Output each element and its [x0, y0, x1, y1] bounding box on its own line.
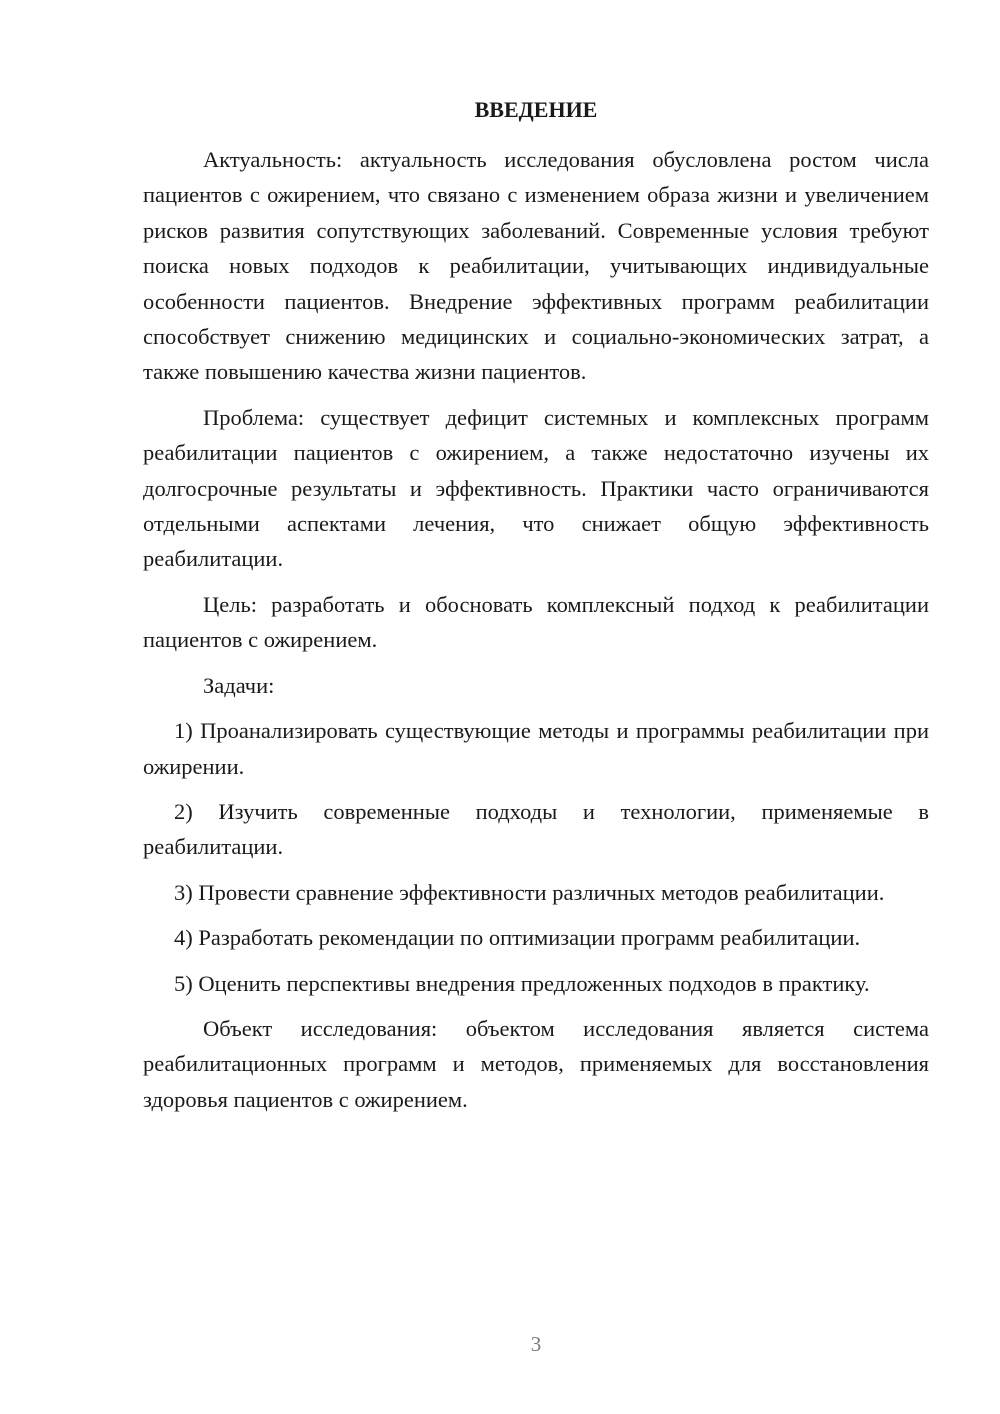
page-title: ВВЕДЕНИЕ [474, 97, 598, 122]
problem-paragraph: Проблема: существует дефицит системных и комплексных программ реабилитации пациентов с ожирением, а также недостаточно изучены их долгосрочные результаты и эффективность. Практики часто ограничиваются отдельными аспектами лечения, что снижает общую эффективность реабилитации. [143, 404, 929, 572]
tasks-heading: Задачи: [203, 672, 275, 698]
page-content [143, 92, 929, 1127]
list-item: 1) Проанализировать существующие методы и программы реабилитации при ожирении. [143, 718, 929, 779]
list-item: 5) Оценить перспективы внедрения предложенных подходов в практику. [174, 970, 870, 996]
relevance-paragraph: Актуальность: актуальность исследования обусловлена ростом числа пациентов с ожирением, что связано с изменением образа жизни и увеличением рисков развития сопутствующих заболеваний. Современные условия требуют поиска новых подходов к реабилитации, учитывающих индивидуальные особенности пациентов. Внедрение эффективных программ реабилитации способствует снижению медицинских и социально-экономических затрат, а также повышению качества жизни пациентов. [143, 147, 929, 385]
goal-paragraph: Цель: разработать и обосновать комплексный подход к реабилитации пациентов с ожирением. [143, 591, 929, 653]
object-paragraph: Объект исследования: объектом исследования является система реабилитационных программ и методов, применяемых для восстановления здоровья пациентов с ожирением. [143, 1015, 929, 1112]
page-number: 3 [530, 1332, 542, 1356]
list-item: 4) Разработать рекомендации по оптимизации программ реабилитации. [174, 925, 861, 951]
tasks-list [143, 713, 929, 1001]
list-item: 2) Изучить современные подходы и технологии, применяемые в реабилитации. [143, 798, 929, 860]
list-item: 3) Провести сравнение эффективности различных методов реабилитации. [174, 879, 885, 905]
